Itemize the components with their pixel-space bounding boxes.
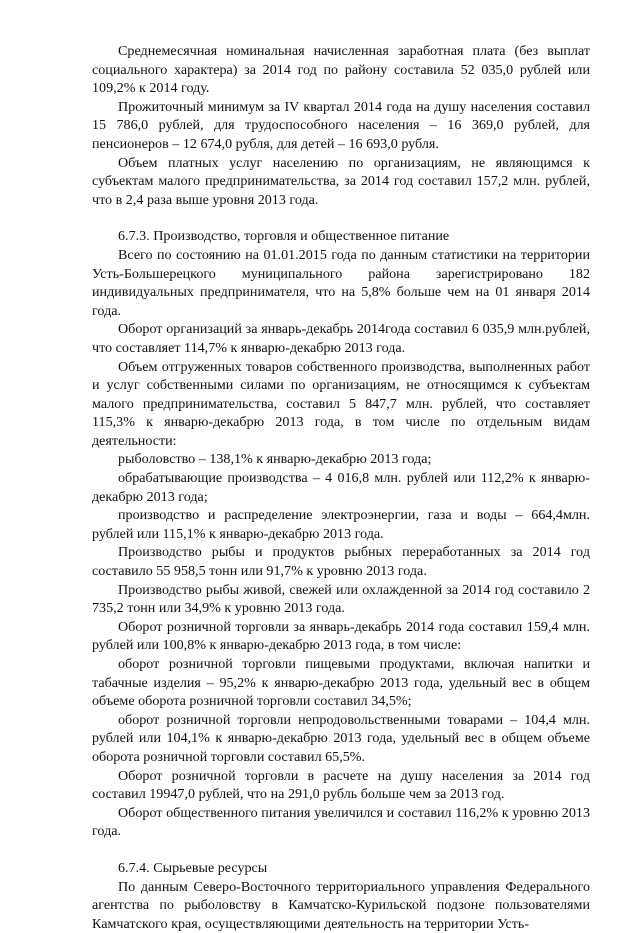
paragraph-subsistence-minimum: Прожиточный минимум за IV квартал 2014 года на душу населения составил 15 786,0 рублей, для трудоспособного населения – 16 369,0 рублей, для пенсионеров – 12 674,0 рубля, для детей – 16 693,0 рубля. (92, 98, 590, 152)
paragraph-retail-turnover: Оборот розничной торговли за январь-декабрь 2014 года составил 159,4 млн. рублей или 100,8% к январю-декабрю 2013 года, в том числе: (92, 618, 590, 654)
list-item-fishing: рыболовство – 138,1% к январю-декабрю 2013 года; (118, 451, 432, 468)
paragraph-raw-resources: По данным Северо-Восточного территориального управления Федерального агентства по рыболовству в Камчатско-Курильской подзоне пользователями Камчатского края, осуществляющими деятельность на территории Усть- (92, 878, 590, 932)
paragraph-entrepreneurs: Всего по состоянию на 01.01.2015 года по данным статистики на территории Усть-Большерецкого муниципального района зарегистрировано 182 индивидуальных предпринимателя, что на 5,8% больше чем на 01 января 2014 года. (92, 246, 590, 319)
paragraph-catering: Оборот общественного питания увеличился и составил 116,2% к уровню 2013 года. (92, 804, 590, 840)
paragraph-processed-fish: Производство рыбы и продуктов рыбных переработанных за 2014 год составило 55 958,5 тонн или 91,7% к уровню 2013 года. (92, 544, 590, 580)
list-item-food-retail: оборот розничной торговли пищевыми продуктами, включая напитки и табачные изделия – 95,2% к январю-декабрю 2013 года, удельный вес в общем объеме оборота розничной торговли составил 34,5%; (92, 656, 590, 710)
paragraph-paid-services: Объем платных услуг населению по организациям, не являющимся к субъектам малого предпринимательства, за 2014 год составил 157,2 млн. рублей, что в 2,4 раза выше уровня 2013 года. (92, 154, 590, 208)
paragraph-fresh-fish: Производство рыбы живой, свежей или охлажденной за 2014 год составило 2 735,2 тонн или 34,9% к уровню 2013 года. (92, 581, 590, 617)
paragraph-average-salary: Среднемесячная номинальная начисленная заработная плата (без выплат социального характера) за 2014 год по району составила 52 035,0 рублей или 109,2% к 2014 году. (92, 43, 590, 97)
list-item-utilities: производство и распределение электроэнергии, газа и воды – 664,4млн. рублей или 115,1% к январю-декабрю 2013 года. (92, 507, 590, 542)
paragraph-organizations-turnover: Оборот организаций за январь-декабрь 2014года составил 6 035,9 млн.рублей, что составляет 114,7% к январю-декабрю 2013 года. (92, 321, 590, 356)
section-gap (92, 841, 590, 859)
section-heading-6-7-4: 6.7.4. Сырьевые ресурсы (118, 859, 268, 876)
list-item-manufacturing: обрабатывающие производства – 4 016,8 млн. рублей или 112,2% к январю-декабрю 2013 года; (92, 470, 590, 505)
section-heading-6-7-3: 6.7.3. Производство, торговля и общественное питание (118, 228, 450, 245)
list-item-nonfood-retail: оборот розничной торговли непродовольственными товарами – 104,4 млн. рублей или 104,1% к январю-декабрю 2013 года, удельный вес в общем объеме оборота розничной торговли составил 65,5%. (92, 711, 590, 765)
document-body (92, 42, 590, 933)
section-gap (92, 209, 590, 227)
paragraph-retail-per-capita: Оборот розничной торговли в расчете на душу населения за 2014 год составил 19947,0 рублей, что на 291,0 рубль больше чем за 2013 год. (92, 767, 590, 803)
paragraph-shipped-goods: Объем отгруженных товаров собственного производства, выполненных работ и услуг собственными силами по организациям, не относящимся к субъектам малого предпринимательства, составил 5 847,7 млн. рублей, что составляет 115,3% к январю-декабрю 2013 года, в том числе по отдельным видам деятельности: (92, 358, 590, 449)
